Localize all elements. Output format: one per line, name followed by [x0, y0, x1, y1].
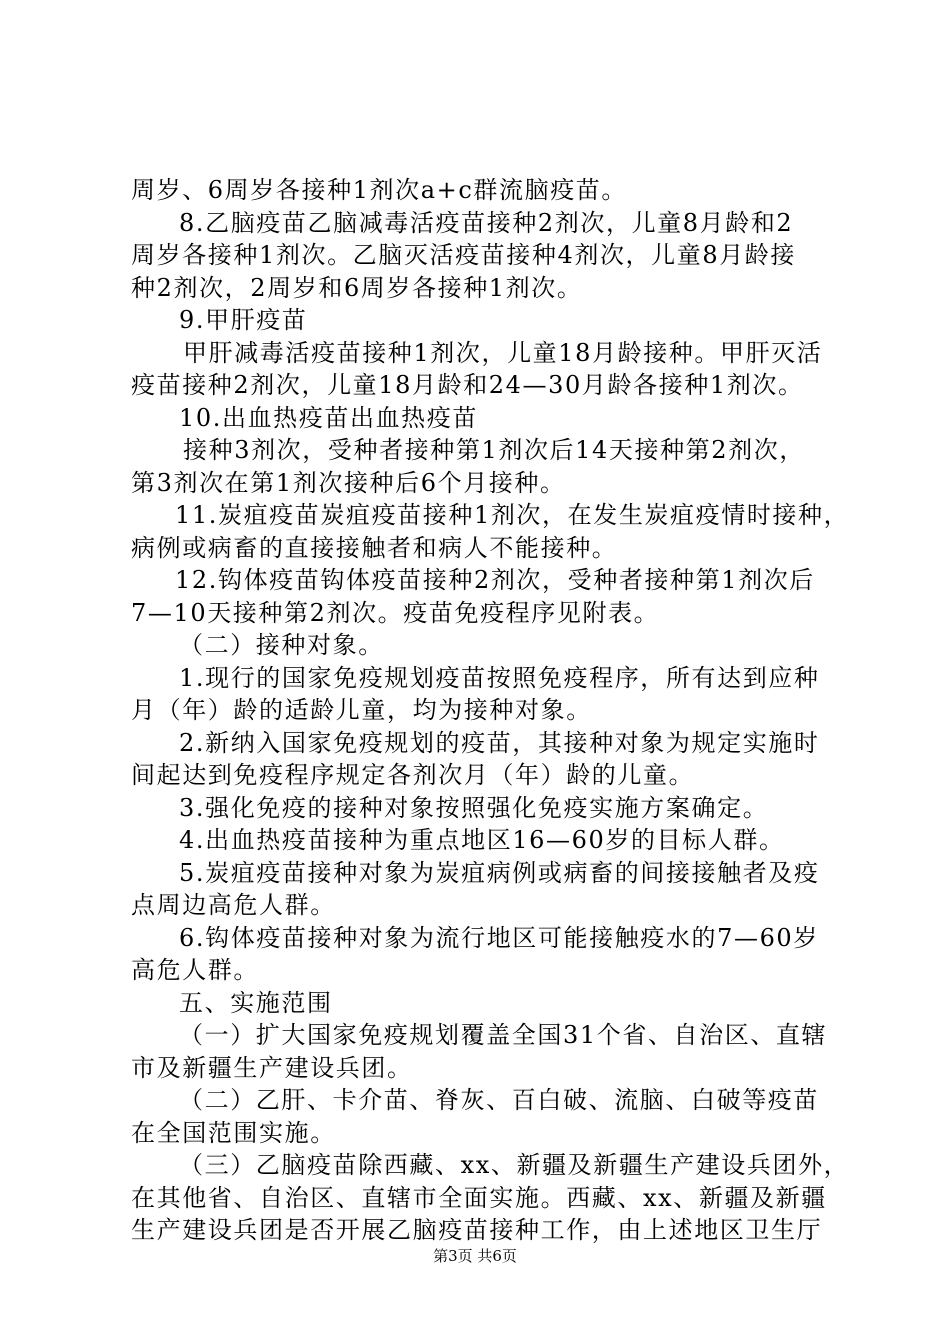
text-line: 接种3剂次，受种者接种第1剂次后14天接种第2剂次， — [183, 436, 805, 464]
text-line: 2.新纳入国家免疫规划的疫苗，其接种对象为规定实施时 — [179, 728, 820, 757]
section-heading: （二）接种对象。 — [179, 631, 384, 659]
text-line: 12.钩体疫苗钩体疫苗接种2剂次，受种者接种第1剂次后 — [175, 566, 815, 594]
text-line: 间起达到免疫程序规定各剂次月（年）龄的儿童。 — [131, 761, 695, 789]
text-line: 病例或病畜的直接接触者和病人不能接种。 — [131, 533, 618, 562]
text-line: 月（年）龄的适龄儿童，均为接种对象。 — [131, 696, 592, 724]
text-line: 3.强化免疫的接种对象按照强化免疫实施方案确定。 — [179, 793, 769, 822]
text-line: （二）乙肝、卡介苗、脊灰、百白破、流脑、白破等疫苗 — [179, 1086, 819, 1114]
text-line: 8.乙脑疫苗乙脑减毒活疫苗接种2剂次，儿童8月龄和2 — [179, 208, 794, 237]
text-line: 4.出血热疫苗接种为重点地区16—60岁的目标人群。 — [179, 826, 785, 854]
text-line: （三）乙脑疫苗除西藏、xx、新疆及新疆生产建设兵团外， — [179, 1151, 850, 1179]
text-line: 1.现行的国家免疫规划疫苗按照免疫程序，所有达到应种 — [179, 663, 820, 692]
text-line: 种2剂次，2周岁和6周岁各接种1剂次。 — [131, 273, 583, 302]
text-line: 9.甲肝疫苗 — [179, 306, 308, 334]
text-line: 甲肝减毒活疫苗接种1剂次，儿童18月龄接种。甲肝灭活 — [183, 338, 823, 367]
text-line: 周岁、6周岁各接种1剂次a+c群流脑疫苗。 — [131, 176, 627, 204]
text-line: 高危人群。 — [131, 956, 259, 984]
text-line: 11.炭疽疫苗炭疽疫苗接种1剂次，在发生炭疽疫情时接种， — [175, 501, 850, 529]
text-line: 第3剂次在第1剂次接种后6个月接种。 — [131, 468, 566, 497]
text-line: 周岁各接种1剂次。乙脑灭活疫苗接种4剂次，儿童8月龄接 — [131, 241, 797, 269]
text-line: （一）扩大国家免疫规划覆盖全国31个省、自治区、直辖 — [179, 1021, 828, 1049]
text-line: 7—10天接种第2剂次。疫苗免疫程序见附表。 — [131, 598, 660, 627]
text-line: 疫苗接种2剂次，儿童18月龄和24—30月龄各接种1剂次。 — [131, 371, 804, 399]
document-body — [131, 174, 850, 1247]
text-line: 6.钩体疫苗接种对象为流行地区可能接触疫水的7—60岁 — [179, 923, 819, 952]
text-line: 5.炭疽疫苗接种对象为炭疽病例或病畜的间接接触者及疫 — [179, 858, 820, 887]
text-line: 生产建设兵团是否开展乙脑疫苗接种工作，由上述地区卫生厅 — [131, 1216, 823, 1244]
section-heading: 五、实施范围 — [179, 988, 333, 1017]
text-line: 市及新疆生产建设兵团。 — [131, 1053, 413, 1082]
text-line: 在全国范围实施。 — [131, 1118, 336, 1147]
text-line: 点周边高危人群。 — [131, 891, 336, 919]
text-line: 10.出血热疫苗出血热疫苗 — [179, 403, 478, 432]
page-footer: 第3页 共6页 — [433, 1247, 517, 1265]
text-line: 在其他省、自治区、直辖市全面实施。西藏、xx、新疆及新疆 — [131, 1183, 827, 1212]
